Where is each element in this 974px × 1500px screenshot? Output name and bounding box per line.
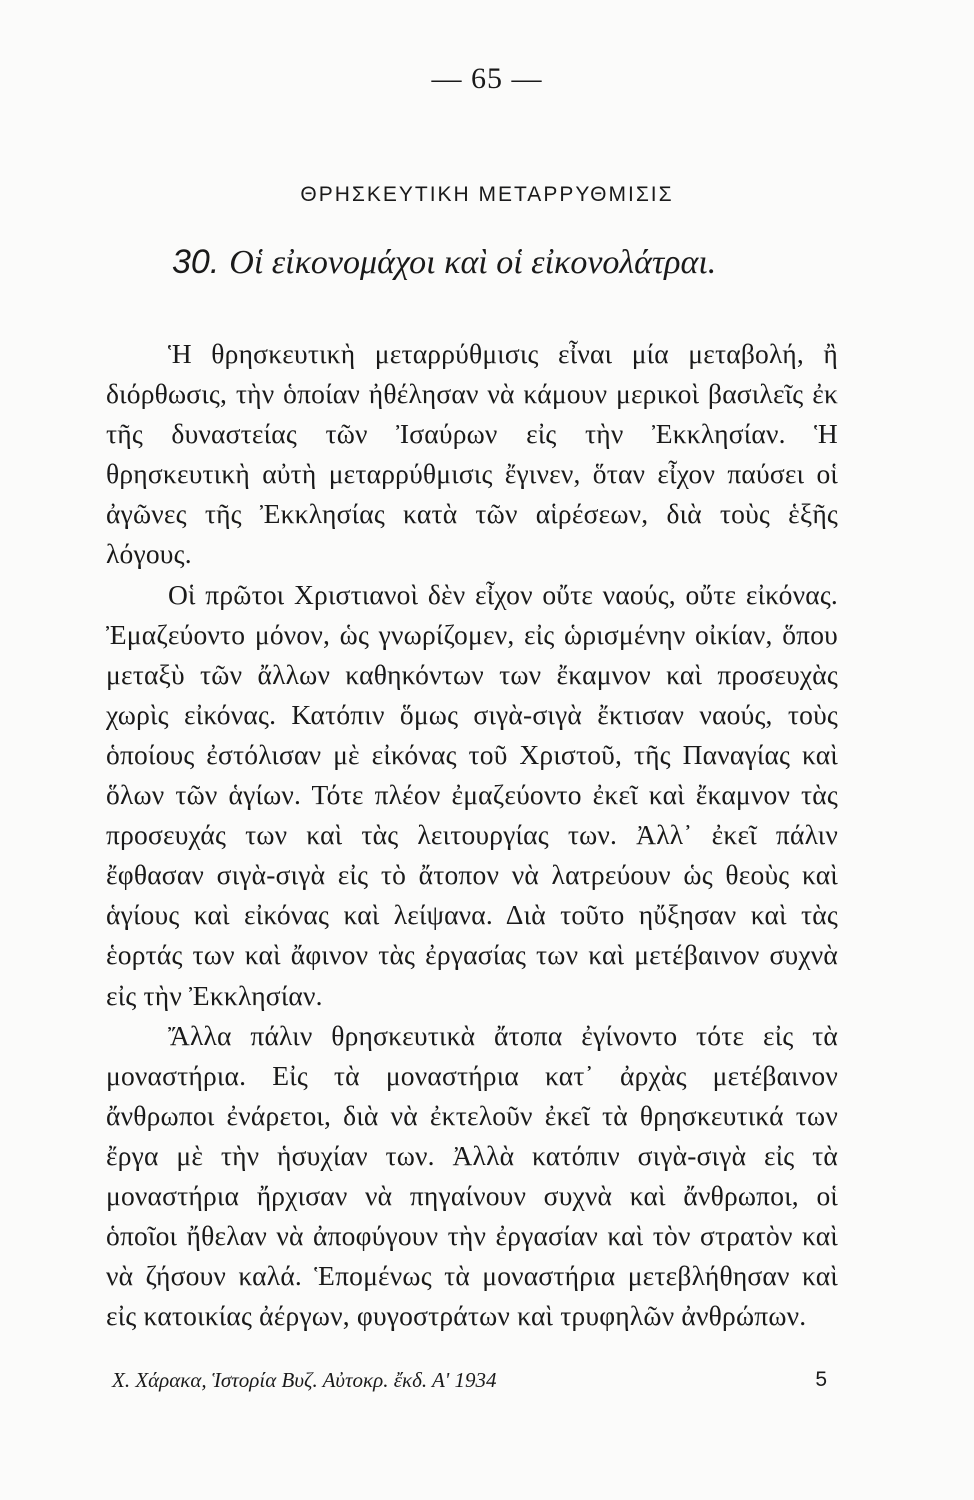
paragraph: Ἡ θρησκευτικὴ μεταρρύθμισις εἶναι μία μεταβολή, ἢ διόρθωσις, τὴν ὁποίαν ἠθέλησαν νὰ κάμουν μερικοὶ βασιλεῖς ἐκ τῆς δυναστείας τῶν Ἰσαύρων εἰς τὴν Ἐκκλησίαν. Ἡ θρησκευτικὴ αὐτὴ μεταρρύθμισις ἔγινεν, ὅταν εἶχον παύσει οἱ ἀγῶνες τῆς Ἐκκλησίας κατὰ τῶν αἱρέσεων, διὰ τοὺς ἑξῆς λόγους. [106,338,838,570]
signature-mark: 5 [815,1368,827,1391]
body-text [106,334,838,1336]
footer-citation: Χ. Χάρακα, Ἱστορία Βυζ. Αὐτοκρ. ἔκδ. Α' 1934 [112,1368,497,1392]
section-heading: ΘΡΗΣΚΕΥΤΙΚΗ ΜΕΤΑΡΡΥΘΜΙΣΙΣ [300,183,674,206]
chapter-title [172,243,716,282]
chapter-title-text: Οἱ εἰκονομάχοι καὶ οἱ εἰκονολάτραι. [229,244,717,281]
chapter-number: 30. [172,243,220,281]
paragraph: Οἱ πρῶτοι Χριστιανοὶ δὲν εἶχον οὔτε ναούς, οὔτε εἰκόνας. Ἐμαζεύοντο μόνον, ὡς γνωρίζομεν, εἰς ὡρισμένην οἰκίαν, ὅπου μεταξὺ τῶν ἄλλων καθηκόντων των ἔκαμνον καὶ προσευχὰς χωρὶς εἰκόνας. Κατόπιν ὅμως σιγὰ-σιγὰ ἔκτισαν ναούς, τοὺς ὁποίους ἐστόλισαν μὲ εἰκόνας τοῦ Χριστοῦ, τῆς Παναγίας καὶ ὅλων τῶν ἁγίων. Τότε πλέον ἐμαζεύοντο ἐκεῖ καὶ ἔκαμνον τὰς προσευχάς των καὶ τὰς λειτουργίας των. Ἀλλ᾽ ἐκεῖ πάλιν ἔφθασαν σιγὰ-σιγὰ εἰς τὸ ἄτοπον νὰ λατρεύουν ὡς θεοὺς καὶ ἁγίους καὶ εἰκόνας καὶ λείψανα. Διὰ τοῦτο ηὔξησαν καὶ τὰς ἑορτάς των καὶ ἄφινον τὰς ἐργασίας των καὶ μετέβαινον συχνὰ εἰς τὴν Ἐκκλησίαν. [106,578,838,1011]
footer [112,1368,827,1393]
paragraph: Ἄλλα πάλιν θρησκευτικὰ ἄτοπα ἐγίνοντο τότε εἰς τὰ μοναστήρια. Εἰς τὰ μοναστήρια κατ᾽ ἀρχὰς μετέβαινον ἄνθρωποι ἐνάρετοι, διὰ νὰ ἐκτελοῦν ἐκεῖ τὰ θρησκευτικά των ἔργα μὲ τὴν ἡσυχίαν των. Ἀλλὰ κατόπιν σιγὰ-σιγὰ εἰς τὰ μοναστήρια ἤρχισαν νὰ πηγαίνουν συχνὰ καὶ ἄνθρωποι, οἱ ὁποῖοι ἤθελαν νὰ ἀποφύγουν τὴν ἐργασίαν καὶ τὸν στρατὸν καὶ νὰ ζήσουν καλά. Ἑπομένως τὰ μοναστήρια μετεβλήθησαν καὶ εἰς κατοικίας ἀέργων, φυγοστράτων καὶ τρυφηλῶν ἀνθρώπων. [106,1019,838,1332]
page-number: — 65 — [431,62,543,95]
